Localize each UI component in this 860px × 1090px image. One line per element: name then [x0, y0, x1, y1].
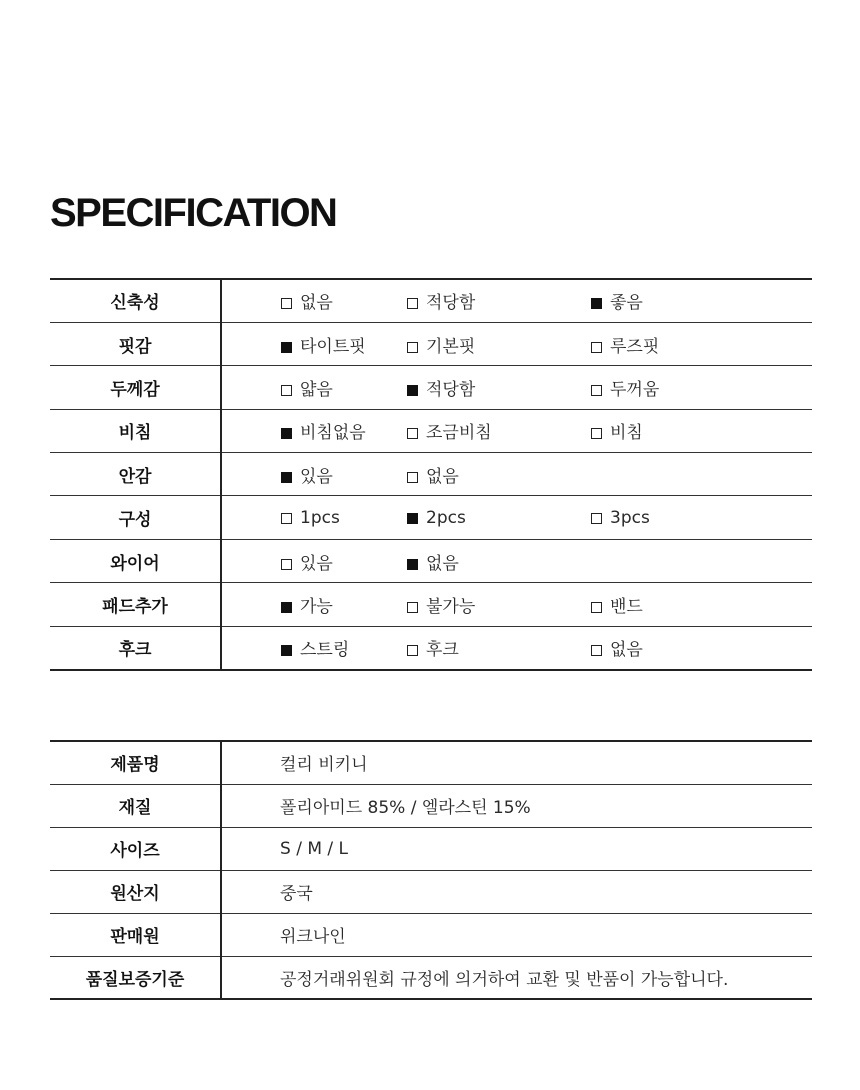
option-label: 적당함 — [426, 379, 476, 400]
spec-label: 안감 — [50, 453, 221, 496]
spec-row-lining — [50, 453, 812, 496]
option-label: 기본핏 — [426, 336, 476, 357]
spec-option — [591, 279, 812, 322]
option-label: 가능 — [300, 596, 333, 617]
spec-option — [221, 496, 407, 539]
checkbox-filled-icon — [591, 298, 602, 309]
spec-label: 와이어 — [50, 539, 221, 582]
info-value: 위크나인 — [221, 913, 812, 956]
option-label: 루즈핏 — [610, 336, 660, 357]
option-label: 후크 — [426, 640, 459, 661]
spec-option — [407, 322, 591, 365]
checkbox-filled-icon — [281, 602, 292, 613]
spec-label: 핏감 — [50, 322, 221, 365]
option-label: 1pcs — [300, 507, 340, 528]
spec-label: 비침 — [50, 409, 221, 452]
option-label: 조금비침 — [426, 423, 492, 444]
option-label: 있음 — [300, 466, 333, 487]
option-label: 없음 — [610, 640, 643, 661]
spec-option — [221, 409, 407, 452]
page-title: SPECIFICATION — [50, 191, 337, 235]
spec-label: 후크 — [50, 626, 221, 669]
option-label: 밴드 — [610, 596, 643, 617]
info-row-size — [50, 827, 812, 870]
option-label: 두꺼움 — [610, 379, 660, 400]
option-label: 비침없음 — [300, 423, 366, 444]
spec-option — [221, 453, 407, 496]
spec-option — [407, 279, 591, 322]
spec-row-stretch — [50, 279, 812, 322]
info-value: 중국 — [221, 870, 812, 913]
spec-option — [407, 583, 591, 626]
spec-option — [407, 366, 591, 409]
checkbox-empty-icon — [407, 298, 418, 309]
checkbox-empty-icon — [591, 342, 602, 353]
option-label: 없음 — [426, 553, 459, 574]
info-label: 품질보증기준 — [50, 956, 221, 999]
info-label: 제품명 — [50, 741, 221, 784]
spec-option-empty — [591, 453, 812, 496]
checkbox-empty-icon — [281, 385, 292, 396]
info-row-seller — [50, 913, 812, 956]
option-label: 적당함 — [426, 293, 476, 314]
option-label: 타이트핏 — [300, 336, 366, 357]
checkbox-empty-icon — [591, 645, 602, 656]
info-row-material — [50, 784, 812, 827]
option-label: 2pcs — [426, 507, 466, 528]
spec-option — [591, 496, 812, 539]
info-value: S / M / L — [221, 827, 812, 870]
checkbox-filled-icon — [281, 428, 292, 439]
checkbox-empty-icon — [407, 645, 418, 656]
spec-option — [221, 626, 407, 669]
spec-option — [591, 322, 812, 365]
spec-option — [221, 583, 407, 626]
spec-option — [221, 366, 407, 409]
spec-label: 구성 — [50, 496, 221, 539]
info-row-quality-standard — [50, 956, 812, 999]
checkbox-empty-icon — [591, 513, 602, 524]
info-row-product-name — [50, 741, 812, 784]
spec-option — [221, 279, 407, 322]
spec-option — [591, 366, 812, 409]
info-value: 공정거래위원회 규정에 의거하여 교환 및 반품이 가능합니다. — [221, 956, 812, 999]
info-label: 사이즈 — [50, 827, 221, 870]
spec-row-composition — [50, 496, 812, 539]
spec-option — [407, 409, 591, 452]
spec-row-fit — [50, 322, 812, 365]
spec-option — [221, 322, 407, 365]
checkbox-empty-icon — [591, 602, 602, 613]
spec-option — [591, 583, 812, 626]
checkbox-filled-icon — [407, 385, 418, 396]
spec-row-wire — [50, 539, 812, 582]
option-label: 없음 — [300, 293, 333, 314]
checkbox-empty-icon — [407, 602, 418, 613]
option-label: 불가능 — [426, 596, 476, 617]
spec-label: 패드추가 — [50, 583, 221, 626]
option-label: 좋음 — [610, 293, 643, 314]
spec-row-sheerness — [50, 409, 812, 452]
spec-option — [591, 626, 812, 669]
spec-row-thickness — [50, 366, 812, 409]
option-label: 스트링 — [300, 640, 350, 661]
info-value: 폴리아미드 85% / 엘라스틴 15% — [221, 784, 812, 827]
checkbox-empty-icon — [281, 513, 292, 524]
checkbox-empty-icon — [281, 298, 292, 309]
spec-option — [407, 626, 591, 669]
checkbox-empty-icon — [591, 385, 602, 396]
option-label: 있음 — [300, 553, 333, 574]
spec-row-pad — [50, 583, 812, 626]
product-info-table — [50, 740, 812, 1000]
option-label: 없음 — [426, 466, 459, 487]
info-label: 판매원 — [50, 913, 221, 956]
checkbox-empty-icon — [591, 428, 602, 439]
checkbox-empty-icon — [281, 559, 292, 570]
info-row-origin — [50, 870, 812, 913]
option-label: 비침 — [610, 423, 643, 444]
spec-option — [221, 539, 407, 582]
info-label: 원산지 — [50, 870, 221, 913]
spec-option — [591, 409, 812, 452]
info-label: 재질 — [50, 784, 221, 827]
checkbox-empty-icon — [407, 428, 418, 439]
option-label: 얇음 — [300, 379, 333, 400]
spec-option — [407, 496, 591, 539]
info-value: 컬리 비키니 — [280, 755, 368, 776]
checkbox-empty-icon — [407, 342, 418, 353]
checkbox-filled-icon — [281, 342, 292, 353]
spec-option-empty — [591, 539, 812, 582]
spec-row-hook — [50, 626, 812, 669]
checkbox-filled-icon — [281, 472, 292, 483]
specification-table — [50, 278, 812, 671]
spec-label: 두께감 — [50, 366, 221, 409]
checkbox-filled-icon — [407, 559, 418, 570]
spec-label: 신축성 — [50, 279, 221, 322]
checkbox-empty-icon — [407, 472, 418, 483]
checkbox-filled-icon — [281, 645, 292, 656]
spec-option — [407, 539, 591, 582]
checkbox-filled-icon — [407, 513, 418, 524]
spec-option — [407, 453, 591, 496]
option-label: 3pcs — [610, 507, 650, 528]
